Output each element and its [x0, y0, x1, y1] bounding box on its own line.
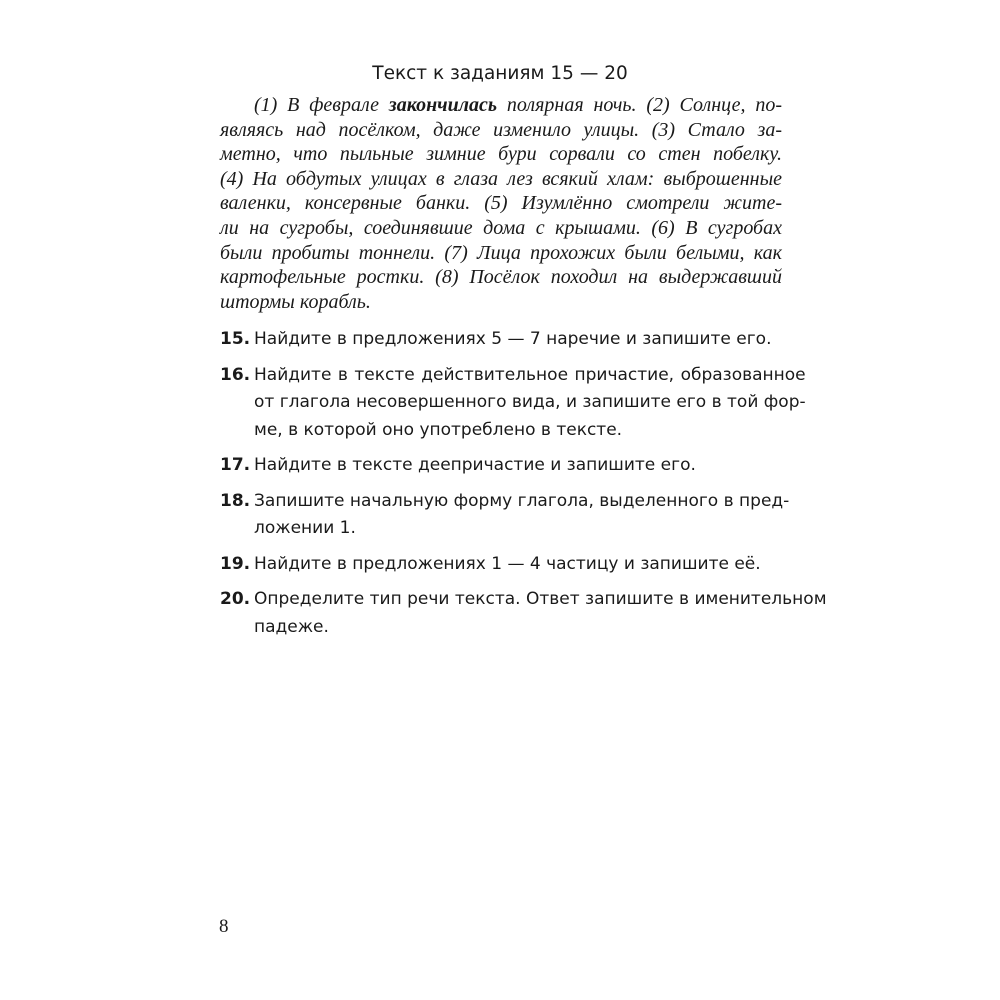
task-line: ме, в которой оно употреблено в тексте.	[254, 419, 623, 440]
task-text	[254, 488, 789, 543]
task-item	[220, 586, 827, 641]
section-heading: Текст к заданиям 15 — 20	[372, 63, 628, 84]
passage-line: ли на сугробы, соединявшие дома с крышами. (6) В сугробах	[220, 216, 782, 239]
task-number: 16.	[220, 364, 251, 385]
task-number: 20.	[220, 589, 251, 609]
task-text	[254, 586, 827, 641]
passage-text: (1) В феврале	[254, 94, 389, 116]
passage-line: (4) На обдутых улицах в глаза лез всякий хлам: выброшенные	[220, 167, 782, 190]
passage-line	[220, 93, 782, 118]
task-line: Запишите начальную форму глагола, выделенного в пред-	[254, 490, 790, 511]
highlighted-verb: закончилась	[388, 94, 498, 116]
task-line: падеже.	[254, 616, 329, 637]
task-text	[254, 362, 806, 445]
passage-line: картофельные ростки. (8) Посёлок походил на выдержавший	[220, 266, 782, 289]
passage-text: полярная ночь. (2) Солнце, по-	[497, 94, 782, 116]
task-line: Найдите в предложениях 5 — 7 наречие и запишите его.	[254, 329, 772, 349]
passage-line: штормы корабль.	[220, 290, 371, 313]
task-list	[220, 326, 827, 649]
task-line: Определите тип речи текста. Ответ запишите в именительном	[254, 589, 827, 609]
task-line: Найдите в тексте действительное причастие, образованное	[254, 364, 806, 385]
task-item	[220, 362, 806, 445]
task-text	[254, 551, 785, 579]
task-line: Найдите в предложениях 1 — 4 частицу и запишите её.	[254, 553, 761, 574]
reading-passage	[220, 93, 782, 314]
task-number: 18.	[220, 490, 251, 511]
task-line: Найдите в тексте деепричастие и запишите его.	[254, 455, 696, 475]
passage-line: были пробиты тоннели. (7) Лица прохожих были белыми, как	[220, 241, 782, 264]
task-line: ложении 1.	[254, 518, 356, 538]
task-item	[220, 326, 785, 354]
task-text	[254, 452, 785, 480]
task-item	[220, 488, 790, 543]
passage-line: валенки, консервные банки. (5) Изумлённо смотрели жите-	[220, 192, 782, 215]
passage-line: метно, что пыльные зимние бури сорвали со стен побелку.	[220, 143, 782, 166]
passage-line: являясь над посёлком, даже изменило улицы. (3) Стало за-	[220, 118, 782, 141]
task-item	[220, 551, 785, 579]
task-number: 15.	[220, 329, 251, 349]
task-number: 19.	[220, 553, 251, 574]
task-text	[254, 326, 785, 354]
page-number: 8	[219, 916, 229, 937]
task-number: 17.	[220, 455, 251, 475]
task-item	[220, 452, 785, 480]
task-line: от глагола несовершенного вида, и запишите его в той фор-	[254, 392, 806, 412]
